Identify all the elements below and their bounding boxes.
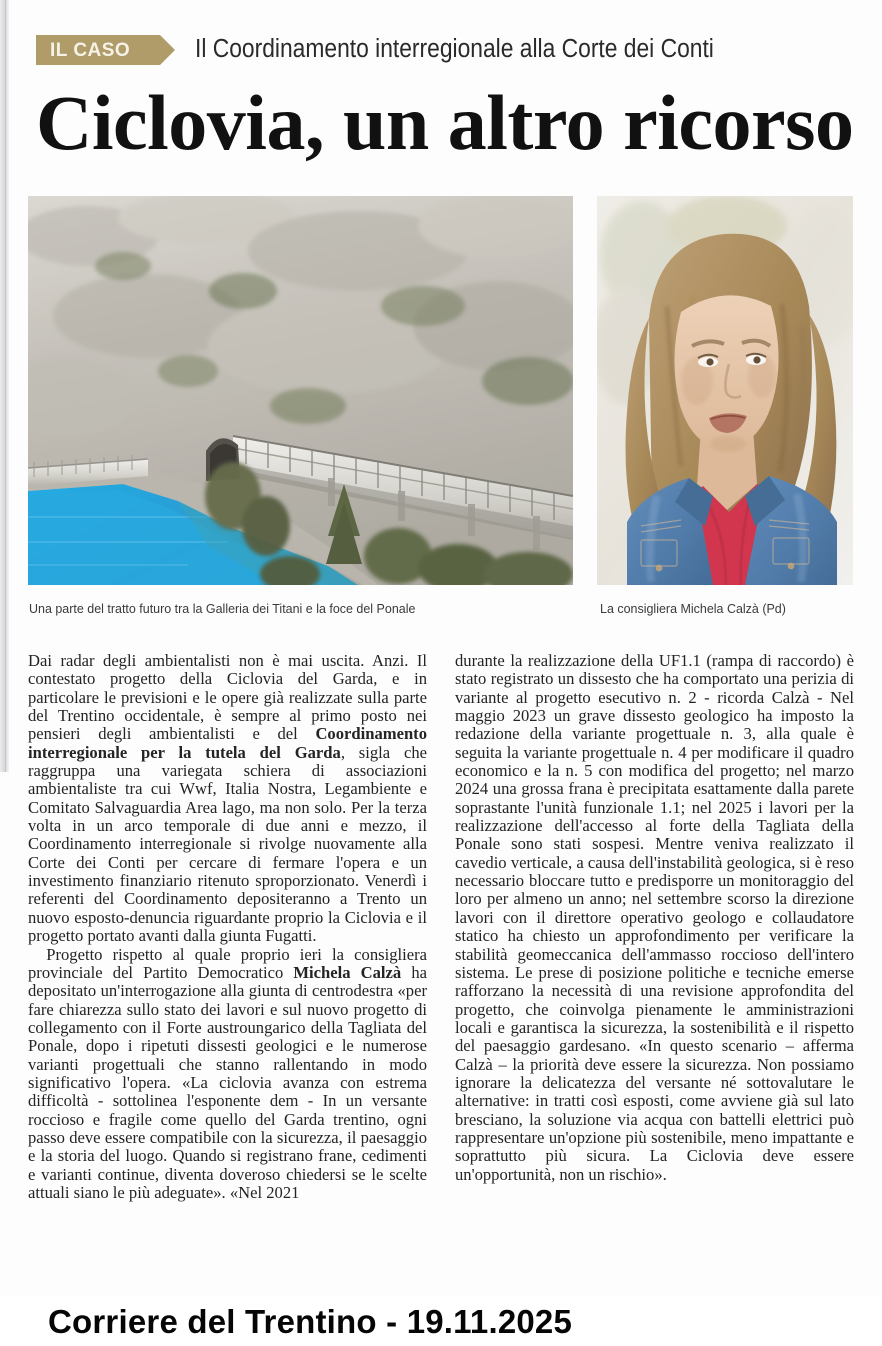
article-headline: Ciclovia, un altro ricorso	[36, 79, 854, 166]
main-photo-caption: Una parte del tratto futuro tra la Galleria dei Titani e la foce del Ponale	[29, 601, 416, 616]
body-paragraph	[28, 946, 427, 1203]
body-paragraph	[455, 652, 854, 1184]
body-emphasis: Coordinamento interregionale per la tutela del Garda	[28, 724, 427, 762]
scan-edge-artifact	[0, 0, 9, 772]
body-emphasis: Michela Calzà	[293, 962, 402, 982]
article-body	[28, 652, 854, 1292]
kicker-tag-label: IL CASO	[50, 39, 131, 61]
kicker-tag-badge	[36, 35, 160, 65]
body-run: , sigla che raggruppa una variegata schiera di associazioni ambientaliste tra cui Wwf, Italia Nostra, Legambiente e Comitato Salvaguardia Area lago, ma non solo. Per la terza volta in un arco temporale di due anni e mezzo, il Coordinamento interregionale si rivolge nuovamente alla Corte dei Conti per cercare di fermare l'opera e un investimento finanziario ritenuto sproporzionato. Venerdì i referenti del Coordinamento depositeranno a Trento un nuovo esposto-denuncia riguardante proprio la Ciclovia e il progetto portato avanti dalla giunta Fugatti.	[28, 742, 427, 946]
body-run: Progetto rispetto al quale proprio ieri la consigliera provinciale del Partito Democratico	[28, 944, 427, 982]
main-photo	[28, 196, 573, 585]
source-label: Corriere del Trentino - 19.11.2025	[48, 1302, 573, 1340]
main-photo-graphic	[28, 196, 573, 585]
kicker-row	[36, 31, 866, 69]
side-photo-graphic	[597, 196, 853, 585]
body-run: ha depositato un'interrogazione alla giunta di centrodestra «per fare chiarezza sullo stato dei lavori e sul nuovo progetto di collegamento con il Forte austroungarico della Tagliata del Ponale, dopo i ripetuti dissesti geologici e le numerose varianti progettuali che stanno rallentando in modo significativo l'opera. «La ciclovia avanza con estrema difficoltà - sottolinea l'esponente dem - In un versante roccioso e fragile come quello del Garda trentino, ogni passo deve essere compatibile con la sicurezza, il paesaggio e la storia del luogo. Quando si registrano frane, cedimenti e varianti continue, diventa doveroso chiedersi se le scelte attuali siano le più adeguate». «Nel 2021	[28, 962, 427, 1202]
source-banner	[0, 1296, 882, 1346]
body-run: Dai radar degli ambientalisti non è mai uscita. Anzi. Il contestato progetto della Ciclovia del Garda, e in particolare le previsioni e le opere già realizzate sulla parte del Trentino occidentale, è sempre al primo posto nei pensieri degli ambientalisti e del	[28, 652, 427, 744]
body-paragraph	[28, 652, 427, 946]
side-photo-caption: La consigliera Michela Calzà (Pd)	[600, 601, 786, 616]
side-photo	[597, 196, 853, 585]
body-run: durante la realizzazione della UF1.1 (rampa di raccordo) è stato registrato un dissesto che ha comportato una perizia di variante al progetto esecutivo n. 2 - ricorda Calzà - Nel maggio 2023 un grave dissesto geologico ha imposto la redazione della variante progettuale n. 3, alla quale è seguita la variante progettuale n. 4 per modificare il quadro economico e la n. 5 con modifica del progetto; nel marzo 2024 una grossa frana è precipitata esattamente dalla parete soprastante l'unità funzionale 1.1; nel 2025 i lavori per la realizzazione dell'accesso al forte della Tagliata della Ponale sono stati sospesi. Mentre veniva realizzato il cavedio verticale, a causa dell'instabilità geologica, si è reso necessario bloccare tutto e predisporre un monitoraggio del loro per almeno un anno; nel settembre scorso la direzione lavori con il direttore operativo geologo e collaudatore statico ha chiesto un approfondimento per verificare la stabilità geomeccanica dell'ammasso roccioso dell'intero sistema. Le prese di posizione politiche e tecniche emerse rafforzano la necessità di una revisione approfondita del progetto, che coinvolga pienamente le amministrazioni locali e garantisca la sicurezza, la sostenibilità e il rispetto del paesaggio gardesano. «In questo scenario – afferma Calzà – la priorità deve essere la sicurezza. Non possiamo ignorare la delicatezza del versante né sottovalutare le alternative: in tratti così esposti, come avviene già sul lato bresciano, la soluzione via acqua con battelli elettrici può rappresentare un'opzione più sostenibile, meno impattante e soprattutto più sicura. La Ciclovia deve essere un'opportunità, non un rischio».	[455, 652, 854, 1184]
kicker-subtitle: Il Coordinamento interregionale alla Corte dei Conti	[195, 35, 714, 64]
